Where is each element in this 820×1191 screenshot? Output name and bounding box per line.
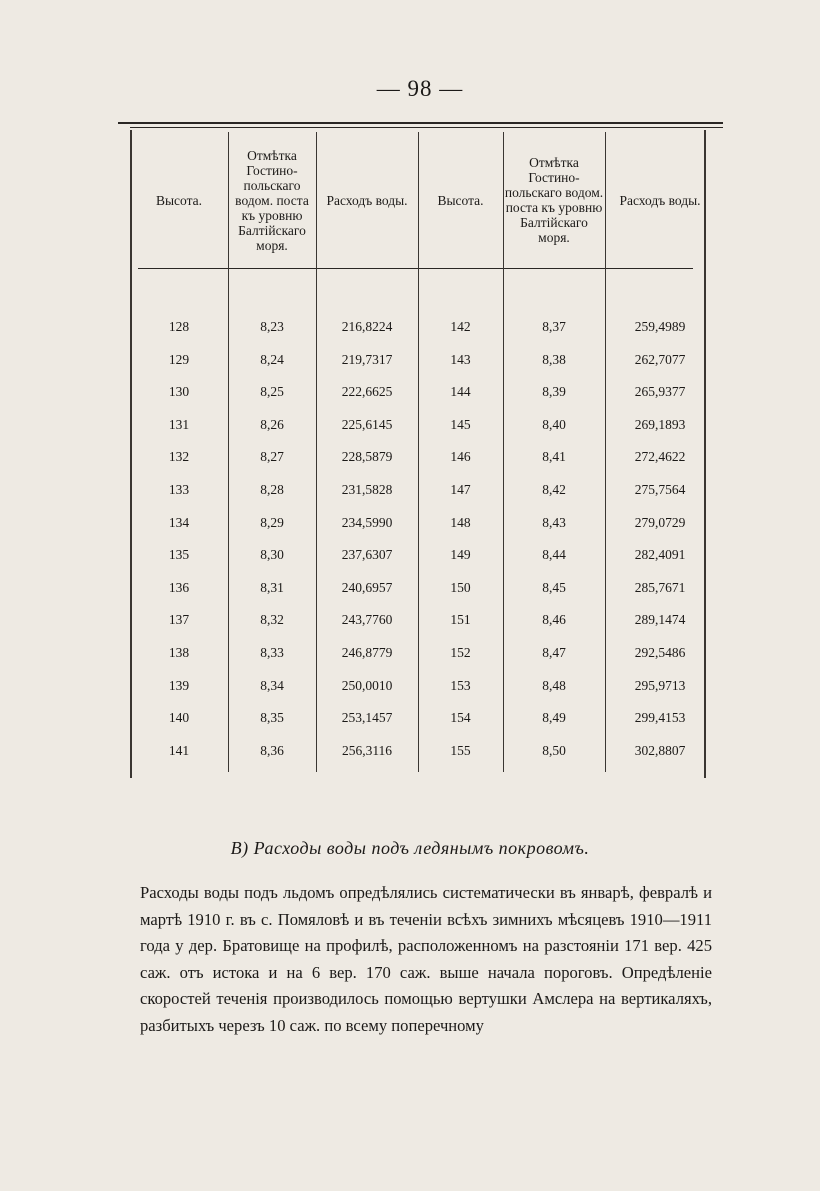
table-cell: 231,5828 bbox=[341, 482, 393, 497]
table-cell: 8,43 bbox=[542, 514, 566, 530]
table-cell: 153 bbox=[450, 677, 471, 693]
table-header-cell: Высота. bbox=[437, 192, 484, 208]
table-cell: 285,7671 bbox=[634, 579, 686, 595]
table-cell: 250,0010 bbox=[341, 677, 393, 693]
table-header-cell: Расходъ воды. bbox=[326, 192, 408, 208]
table-cell: 289,1474 bbox=[634, 612, 686, 628]
table-cell: 144 bbox=[450, 384, 471, 400]
table-cell: 8,37 bbox=[542, 319, 566, 334]
table-cell: 129 bbox=[168, 351, 190, 367]
table-cell: 234,5990 bbox=[341, 514, 393, 530]
table-cell: 155 bbox=[450, 742, 471, 758]
table-cell: 8,24 bbox=[260, 351, 284, 367]
table-cell: 8,47 bbox=[542, 645, 566, 660]
table-cell: 8,42 bbox=[542, 482, 566, 497]
table-cell: 243,7760 bbox=[341, 612, 393, 628]
table-cell: 302,8807 bbox=[634, 742, 686, 758]
table-cell: 8,45 bbox=[542, 579, 566, 595]
table-header-cell: Расходъ воды. bbox=[619, 192, 701, 208]
table-cell: 147 bbox=[450, 482, 471, 497]
table-cell: 142 bbox=[450, 319, 471, 334]
table-cell: 8,30 bbox=[260, 547, 284, 563]
table-cell: 228,5879 bbox=[341, 449, 393, 465]
table-cell: 225,6145 bbox=[341, 416, 393, 432]
table-cell: 8,32 bbox=[260, 612, 284, 628]
table-cell: 8,36 bbox=[260, 742, 284, 758]
table-cell: 8,29 bbox=[260, 514, 284, 530]
table-cell: 150 bbox=[450, 579, 471, 595]
table-cell: 265,9377 bbox=[634, 384, 686, 400]
table-cell: 8,35 bbox=[260, 710, 284, 726]
table-cell: 219,7317 bbox=[341, 351, 393, 367]
table-cell: 148 bbox=[450, 514, 471, 530]
table-cell: 136 bbox=[168, 579, 190, 595]
table-cell: 299,4153 bbox=[634, 710, 686, 726]
table-cell: 8,26 bbox=[260, 416, 284, 432]
table-cell: 139 bbox=[168, 677, 190, 693]
table-cell: 132 bbox=[168, 449, 190, 465]
table-cell: 145 bbox=[450, 416, 471, 432]
table-cell: 128 bbox=[168, 319, 190, 334]
table-header-rule bbox=[138, 268, 693, 269]
table-cell: 8,33 bbox=[260, 645, 284, 660]
table-cell: 237,6307 bbox=[341, 547, 393, 563]
table-header-cell: Высота. bbox=[155, 192, 203, 208]
table-header-cell: Отмѣтка Гостино-польскаго водом. поста къ уровню Балтійскаго моря. bbox=[235, 147, 309, 253]
table-cell: 8,44 bbox=[542, 547, 566, 563]
table-cell: 133 bbox=[168, 482, 190, 497]
page-number: — 98 — bbox=[376, 76, 464, 101]
discharge-table bbox=[118, 122, 723, 778]
table-cell: 143 bbox=[450, 351, 471, 367]
table-cell: 135 bbox=[168, 547, 190, 563]
table-cell: 138 bbox=[168, 645, 190, 660]
table-cell: 259,4989 bbox=[634, 319, 686, 334]
table-cell: 8,34 bbox=[260, 677, 284, 693]
table-cell: 295,9713 bbox=[634, 677, 686, 693]
table-cell: 282,4091 bbox=[634, 547, 686, 563]
table-cell: 140 bbox=[168, 710, 190, 726]
section-paragraph: Расходы воды подъ льдомъ опредѣлялись систематически въ январѣ, февралѣ и мартѣ 1910 г. въ с. Помяловѣ и въ теченіи всѣхъ зимнихъ мѣсяцевъ 1910—1911 года у дер. Братовище на профилѣ, расположенномъ на разстояніи 171 вер. 425 саж. отъ истока и на 6 вер. 170 саж. выше начала пороговъ. Опредѣленіе скоростей теченія производилось помощью вертушки Амслера на вертикаляхъ, разбитыхъ черезъ 10 саж. по всему поперечному bbox=[140, 883, 712, 1035]
table-cell: 222,6625 bbox=[341, 384, 393, 400]
table-cell: 216,8224 bbox=[341, 319, 393, 334]
table-cell: 8,23 bbox=[260, 319, 284, 334]
table-cell: 272,4622 bbox=[634, 449, 686, 465]
table-cell: 130 bbox=[168, 384, 190, 400]
table-cell: 154 bbox=[450, 710, 471, 726]
table-cell: 253,1457 bbox=[341, 710, 393, 726]
table-cell: 240,6957 bbox=[341, 579, 393, 595]
table-cell: 8,25 bbox=[260, 384, 284, 400]
table-cell: 8,46 bbox=[542, 612, 566, 628]
table-cell: 279,0729 bbox=[634, 514, 686, 530]
table-cell: 152 bbox=[450, 645, 471, 660]
table-cell: 149 bbox=[450, 547, 471, 563]
table-cell: 246,8779 bbox=[341, 645, 393, 660]
table-cell: 8,27 bbox=[260, 449, 284, 465]
table-cell: 8,41 bbox=[542, 449, 566, 465]
table-top-rule-thin bbox=[130, 127, 723, 128]
table-top-rule bbox=[118, 122, 723, 124]
table-cell: 8,38 bbox=[542, 351, 566, 367]
table-header-cell: Отмѣтка Гостино-польскаго водом. поста къ уровню Балтійскаго моря. bbox=[504, 155, 604, 245]
table-cell: 262,7077 bbox=[634, 351, 686, 367]
table-cell: 151 bbox=[450, 612, 471, 628]
section-caption: В) Расходы воды подъ ледянымъ покровомъ. bbox=[230, 838, 590, 858]
table-cell: 134 bbox=[168, 514, 190, 530]
table-cell: 146 bbox=[450, 449, 471, 465]
table-cell: 141 bbox=[168, 742, 190, 758]
table-cell: 8,49 bbox=[542, 710, 566, 726]
table-cell: 275,7564 bbox=[634, 482, 686, 497]
table-cell: 8,50 bbox=[542, 742, 566, 758]
table-cell: 131 bbox=[168, 416, 190, 432]
table-cell: 269,1893 bbox=[634, 416, 686, 432]
table-cell: 8,48 bbox=[542, 677, 566, 693]
table-cell: 256,3116 bbox=[341, 742, 393, 758]
table-cell: 137 bbox=[168, 612, 190, 628]
table-cell: 8,28 bbox=[260, 482, 284, 497]
table-cell: 292,5486 bbox=[634, 645, 686, 660]
table-cell: 8,39 bbox=[542, 384, 566, 400]
table-cell: 8,40 bbox=[542, 416, 566, 432]
table-cell: 8,31 bbox=[260, 579, 284, 595]
